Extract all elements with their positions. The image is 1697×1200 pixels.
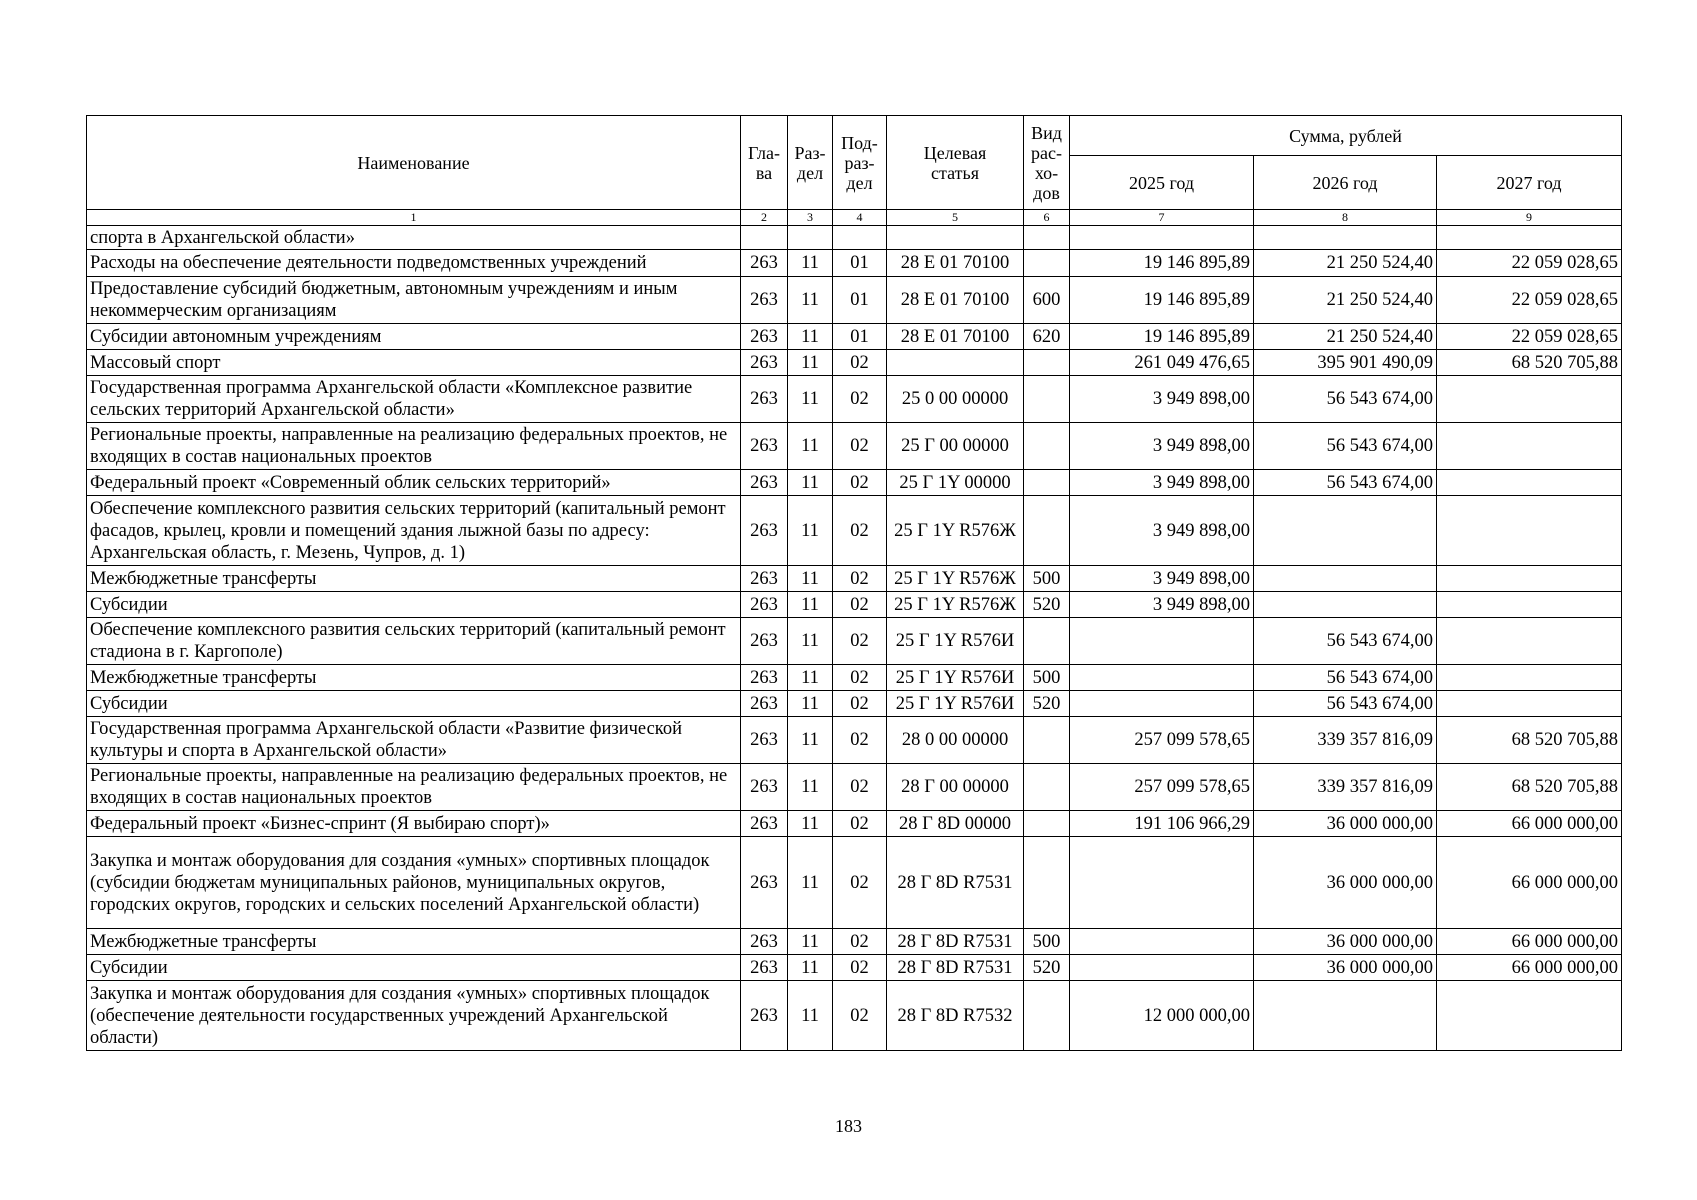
row-target-article: 25 Г 1Y 00000 [887, 470, 1024, 496]
row-expense-type [1024, 250, 1070, 277]
row-sum-2026: 36 000 000,00 [1254, 955, 1437, 981]
row-expense-type: 500 [1024, 665, 1070, 691]
row-sum-2025: 12 000 000,00 [1070, 981, 1254, 1051]
row-expense-type: 520 [1024, 955, 1070, 981]
budget-table [86, 115, 1622, 1051]
row-target-article: 28 Г 8D R7531 [887, 837, 1024, 929]
row-chapter: 263 [741, 691, 788, 717]
column-number: 6 [1024, 210, 1070, 226]
table-row [87, 665, 1622, 691]
column-number: 9 [1437, 210, 1622, 226]
row-section: 11 [788, 566, 833, 592]
row-sum-2027 [1437, 496, 1622, 566]
row-sum-2026: 56 543 674,00 [1254, 423, 1437, 470]
row-section: 11 [788, 717, 833, 764]
table-row [87, 566, 1622, 592]
row-target-article [887, 226, 1024, 250]
row-target-article [887, 350, 1024, 376]
row-name: Межбюджетные трансферты [87, 929, 741, 955]
row-sum-2027 [1437, 981, 1622, 1051]
row-sum-2027 [1437, 566, 1622, 592]
row-expense-type [1024, 423, 1070, 470]
table-row [87, 250, 1622, 277]
header-chapter: Гла- ва [741, 116, 788, 210]
budget-table-sheet [86, 115, 1621, 1051]
row-sum-2025: 261 049 476,65 [1070, 350, 1254, 376]
row-sum-2027: 66 000 000,00 [1437, 955, 1622, 981]
table-row [87, 955, 1622, 981]
row-sum-2027 [1437, 470, 1622, 496]
header-subsection: Под- раз- дел [833, 116, 887, 210]
row-section: 11 [788, 764, 833, 811]
row-sum-2025 [1070, 691, 1254, 717]
row-expense-type: 520 [1024, 691, 1070, 717]
row-expense-type [1024, 470, 1070, 496]
row-name: Межбюджетные трансферты [87, 665, 741, 691]
page-number: 183 [835, 1116, 862, 1136]
row-section: 11 [788, 618, 833, 665]
row-sum-2026: 21 250 524,40 [1254, 250, 1437, 277]
row-target-article: 28 Г 8D R7532 [887, 981, 1024, 1051]
row-chapter: 263 [741, 837, 788, 929]
header-expense-type: Вид рас- хо- дов [1024, 116, 1070, 210]
row-sum-2026: 21 250 524,40 [1254, 324, 1437, 350]
row-sum-2025: 3 949 898,00 [1070, 566, 1254, 592]
row-name: Субсидии автономным учреждениям [87, 324, 741, 350]
row-sum-2027: 66 000 000,00 [1437, 837, 1622, 929]
row-sum-2027 [1437, 691, 1622, 717]
row-sum-2026: 21 250 524,40 [1254, 277, 1437, 324]
row-sum-2025: 3 949 898,00 [1070, 496, 1254, 566]
row-sum-2027: 66 000 000,00 [1437, 811, 1622, 837]
row-sum-2027: 22 059 028,65 [1437, 277, 1622, 324]
row-chapter: 263 [741, 592, 788, 618]
row-section: 11 [788, 929, 833, 955]
row-name: Массовый спорт [87, 350, 741, 376]
row-sum-2025: 3 949 898,00 [1070, 423, 1254, 470]
row-section: 11 [788, 955, 833, 981]
row-subsection: 02 [833, 376, 887, 423]
table-row [87, 277, 1622, 324]
row-expense-type: 620 [1024, 324, 1070, 350]
column-number: 5 [887, 210, 1024, 226]
row-sum-2025: 3 949 898,00 [1070, 592, 1254, 618]
row-expense-type: 500 [1024, 929, 1070, 955]
row-expense-type [1024, 226, 1070, 250]
row-chapter: 263 [741, 929, 788, 955]
row-sum-2025 [1070, 955, 1254, 981]
row-sum-2027 [1437, 423, 1622, 470]
table-row [87, 350, 1622, 376]
table-row [87, 496, 1622, 566]
row-chapter: 263 [741, 470, 788, 496]
row-name: Региональные проекты, направленные на реализацию федеральных проектов, не входящих в состав национальных проектов [87, 423, 741, 470]
row-name: Государственная программа Архангельской области «Развитие физической культуры и спорта в Архангельской области» [87, 717, 741, 764]
row-name: Федеральный проект «Бизнес-спринт (Я выбираю спорт)» [87, 811, 741, 837]
header-2025: 2025 год [1070, 156, 1254, 210]
row-expense-type [1024, 717, 1070, 764]
row-chapter: 263 [741, 665, 788, 691]
row-chapter: 263 [741, 811, 788, 837]
row-subsection: 02 [833, 837, 887, 929]
row-subsection: 02 [833, 350, 887, 376]
row-expense-type [1024, 350, 1070, 376]
row-section: 11 [788, 277, 833, 324]
row-subsection: 02 [833, 566, 887, 592]
table-row [87, 981, 1622, 1051]
table-row [87, 717, 1622, 764]
row-expense-type [1024, 811, 1070, 837]
row-chapter: 263 [741, 376, 788, 423]
row-sum-2026 [1254, 981, 1437, 1051]
row-chapter: 263 [741, 423, 788, 470]
row-sum-2027: 68 520 705,88 [1437, 350, 1622, 376]
row-section: 11 [788, 376, 833, 423]
row-sum-2027: 22 059 028,65 [1437, 250, 1622, 277]
row-sum-2026 [1254, 226, 1437, 250]
row-name: Государственная программа Архангельской области «Комплексное развитие сельских территорий Архангельской области» [87, 376, 741, 423]
table-row [87, 764, 1622, 811]
row-sum-2026 [1254, 496, 1437, 566]
row-sum-2025 [1070, 929, 1254, 955]
row-subsection: 02 [833, 811, 887, 837]
row-sum-2027: 68 520 705,88 [1437, 764, 1622, 811]
row-subsection: 02 [833, 618, 887, 665]
row-expense-type: 520 [1024, 592, 1070, 618]
row-sum-2025: 257 099 578,65 [1070, 764, 1254, 811]
row-sum-2026: 56 543 674,00 [1254, 376, 1437, 423]
row-name: Расходы на обеспечение деятельности подведомственных учреждений [87, 250, 741, 277]
column-number: 2 [741, 210, 788, 226]
row-expense-type [1024, 764, 1070, 811]
row-target-article: 28 Г 8D R7531 [887, 955, 1024, 981]
row-expense-type [1024, 618, 1070, 665]
row-sum-2026: 339 357 816,09 [1254, 764, 1437, 811]
column-number: 7 [1070, 210, 1254, 226]
row-sum-2026: 56 543 674,00 [1254, 618, 1437, 665]
row-name: Региональные проекты, направленные на реализацию федеральных проектов, не входящих в состав национальных проектов [87, 764, 741, 811]
row-target-article: 28 0 00 00000 [887, 717, 1024, 764]
row-name: Межбюджетные трансферты [87, 566, 741, 592]
table-row [87, 592, 1622, 618]
row-sum-2027: 66 000 000,00 [1437, 929, 1622, 955]
row-chapter: 263 [741, 277, 788, 324]
header-2027: 2027 год [1437, 156, 1622, 210]
row-sum-2025 [1070, 665, 1254, 691]
row-section: 11 [788, 665, 833, 691]
row-name: Закупка и монтаж оборудования для создания «умных» спортивных площадок (субсидии бюджетам муниципальных районов, муниципальных округов, городских округов, городских и сельских поселений Архангельской области) [87, 837, 741, 929]
row-target-article: 25 0 00 00000 [887, 376, 1024, 423]
header-name: Наименование [87, 116, 741, 210]
row-sum-2026 [1254, 566, 1437, 592]
row-subsection: 01 [833, 324, 887, 350]
row-section: 11 [788, 496, 833, 566]
row-target-article: 25 Г 1Y R576И [887, 665, 1024, 691]
row-section: 11 [788, 837, 833, 929]
row-target-article: 28 Г 8D R7531 [887, 929, 1024, 955]
column-number: 4 [833, 210, 887, 226]
row-subsection: 02 [833, 764, 887, 811]
row-section: 11 [788, 324, 833, 350]
table-row [87, 376, 1622, 423]
row-target-article: 25 Г 1Y R576Ж [887, 496, 1024, 566]
row-subsection: 02 [833, 955, 887, 981]
row-expense-type: 500 [1024, 566, 1070, 592]
row-subsection: 02 [833, 665, 887, 691]
row-sum-2027 [1437, 665, 1622, 691]
table-row [87, 811, 1622, 837]
row-subsection: 02 [833, 717, 887, 764]
row-name: Субсидии [87, 691, 741, 717]
row-section: 11 [788, 811, 833, 837]
row-target-article: 25 Г 00 00000 [887, 423, 1024, 470]
row-sum-2025 [1070, 226, 1254, 250]
row-expense-type: 600 [1024, 277, 1070, 324]
row-chapter [741, 226, 788, 250]
row-sum-2026: 395 901 490,09 [1254, 350, 1437, 376]
row-name: Субсидии [87, 592, 741, 618]
row-chapter: 263 [741, 764, 788, 811]
row-subsection: 02 [833, 470, 887, 496]
row-target-article: 25 Г 1Y R576И [887, 618, 1024, 665]
row-section: 11 [788, 691, 833, 717]
table-row [87, 423, 1622, 470]
row-chapter: 263 [741, 618, 788, 665]
row-sum-2026: 36 000 000,00 [1254, 811, 1437, 837]
row-sum-2025: 19 146 895,89 [1070, 250, 1254, 277]
column-number-row [87, 210, 1622, 226]
row-target-article: 28 Г 8D 00000 [887, 811, 1024, 837]
row-chapter: 263 [741, 566, 788, 592]
row-name: Обеспечение комплексного развития сельских территорий (капитальный ремонт стадиона в г. Каргополе) [87, 618, 741, 665]
row-sum-2026: 36 000 000,00 [1254, 929, 1437, 955]
row-section [788, 226, 833, 250]
row-subsection: 02 [833, 929, 887, 955]
row-sum-2027 [1437, 226, 1622, 250]
row-section: 11 [788, 423, 833, 470]
header-target-article: Целевая статья [887, 116, 1024, 210]
row-target-article: 28 Е 01 70100 [887, 250, 1024, 277]
row-sum-2027: 22 059 028,65 [1437, 324, 1622, 350]
row-name: Обеспечение комплексного развития сельских территорий (капитальный ремонт фасадов, крылец, кровли и помещений здания лыжной базы по адресу: Архангельская область, г. Мезень, Чупров, д. 1) [87, 496, 741, 566]
table-row [87, 618, 1622, 665]
table-row [87, 691, 1622, 717]
row-target-article: 25 Г 1Y R576Ж [887, 566, 1024, 592]
header-sum-group: Сумма, рублей [1070, 116, 1622, 156]
row-section: 11 [788, 250, 833, 277]
row-sum-2026: 339 357 816,09 [1254, 717, 1437, 764]
row-target-article: 28 Е 01 70100 [887, 277, 1024, 324]
row-subsection: 02 [833, 592, 887, 618]
table-row [87, 226, 1622, 250]
row-target-article: 25 Г 1Y R576И [887, 691, 1024, 717]
table-row [87, 929, 1622, 955]
row-subsection: 01 [833, 277, 887, 324]
row-chapter: 263 [741, 955, 788, 981]
row-sum-2025: 3 949 898,00 [1070, 376, 1254, 423]
row-section: 11 [788, 592, 833, 618]
row-sum-2027 [1437, 592, 1622, 618]
row-sum-2025: 3 949 898,00 [1070, 470, 1254, 496]
table-body [87, 226, 1622, 1051]
row-sum-2027 [1437, 376, 1622, 423]
row-chapter: 263 [741, 350, 788, 376]
row-subsection: 02 [833, 423, 887, 470]
row-sum-2025: 19 146 895,89 [1070, 324, 1254, 350]
row-sum-2025 [1070, 837, 1254, 929]
row-sum-2025: 191 106 966,29 [1070, 811, 1254, 837]
row-subsection: 02 [833, 981, 887, 1051]
row-subsection: 01 [833, 250, 887, 277]
column-number: 8 [1254, 210, 1437, 226]
row-chapter: 263 [741, 250, 788, 277]
row-subsection: 02 [833, 691, 887, 717]
row-sum-2025: 19 146 895,89 [1070, 277, 1254, 324]
column-number: 3 [788, 210, 833, 226]
header-2026: 2026 год [1254, 156, 1437, 210]
row-chapter: 263 [741, 496, 788, 566]
row-subsection [833, 226, 887, 250]
row-sum-2026: 56 543 674,00 [1254, 691, 1437, 717]
column-number: 1 [87, 210, 741, 226]
row-sum-2026: 56 543 674,00 [1254, 470, 1437, 496]
header-section: Раз- дел [788, 116, 833, 210]
row-section: 11 [788, 981, 833, 1051]
row-sum-2026: 36 000 000,00 [1254, 837, 1437, 929]
row-target-article: 28 Г 00 00000 [887, 764, 1024, 811]
row-section: 11 [788, 470, 833, 496]
row-name: Предоставление субсидий бюджетным, автономным учреждениям и иным некоммерческим организациям [87, 277, 741, 324]
row-expense-type [1024, 981, 1070, 1051]
row-target-article: 25 Г 1Y R576Ж [887, 592, 1024, 618]
row-sum-2025: 257 099 578,65 [1070, 717, 1254, 764]
table-row [87, 470, 1622, 496]
row-name: Закупка и монтаж оборудования для создания «умных» спортивных площадок (обеспечение деятельности государственных учреждений Архангельской области) [87, 981, 741, 1051]
row-sum-2027 [1437, 618, 1622, 665]
row-name: Субсидии [87, 955, 741, 981]
row-target-article: 28 Е 01 70100 [887, 324, 1024, 350]
row-name: спорта в Архангельской области» [87, 226, 741, 250]
row-expense-type [1024, 496, 1070, 566]
row-sum-2026: 56 543 674,00 [1254, 665, 1437, 691]
row-sum-2027: 68 520 705,88 [1437, 717, 1622, 764]
row-chapter: 263 [741, 324, 788, 350]
table-row [87, 324, 1622, 350]
row-subsection: 02 [833, 496, 887, 566]
row-expense-type [1024, 376, 1070, 423]
row-chapter: 263 [741, 981, 788, 1051]
row-expense-type [1024, 837, 1070, 929]
row-chapter: 263 [741, 717, 788, 764]
row-sum-2025 [1070, 618, 1254, 665]
row-sum-2026 [1254, 592, 1437, 618]
row-name: Федеральный проект «Современный облик сельских территорий» [87, 470, 741, 496]
row-section: 11 [788, 350, 833, 376]
table-row [87, 837, 1622, 929]
